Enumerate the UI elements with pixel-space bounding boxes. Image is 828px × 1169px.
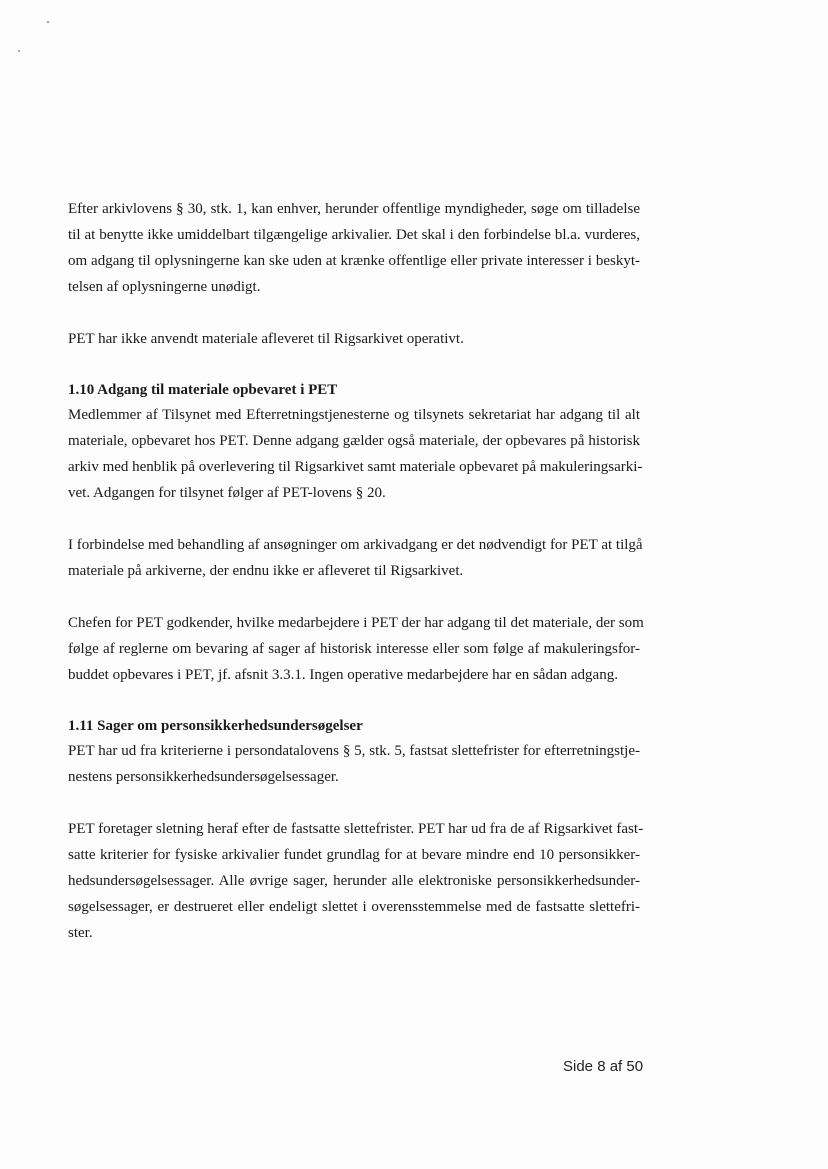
section-heading: 1.10 Adgang til materiale opbevaret i PET [68,382,338,398]
text-line: materiale, opbevaret hos PET. Denne adgang gælder også materiale, der opbevares på historisk [68,433,640,449]
section-heading: 1.11 Sager om personsikkerhedsundersøgelser [68,718,363,734]
text-line: til at benytte ikke umiddelbart tilgængelige arkivalier. Det skal i den forbindelse bl.a. vurderes, [68,227,640,243]
text-line: vet. Adgangen for tilsynet følger af PET-lovens § 20. [68,485,386,501]
scan-speck [18,50,20,52]
scan-speck [47,21,49,23]
text-line: Efter arkivlovens § 30, stk. 1, kan enhver, herunder offentlige myndigheder, søge om tilladelse [68,201,640,217]
document-body [68,196,644,972]
paragraph-chefen [68,610,644,688]
text-line: søgelsessager, er destrueret eller endeligt slettet i overensstemmelse med de fastsatte slettefri- [68,899,640,915]
text-line: hedsundersøgelsessager. Alle øvrige sager, herunder alle elektroniske personsikkerhedsunder- [68,873,640,889]
text-line: PET har ikke anvendt materiale afleveret til Rigsarkivet operativt. [68,331,464,347]
text-line: telsen af oplysningerne unødigt. [68,279,261,295]
text-line: arkiv med henblik på overlevering til Rigsarkivet samt materiale opbevaret på makuleringsarki- [68,459,643,475]
text-line: nestens personsikkerhedsundersøgelsessager. [68,769,339,785]
text-line: PET har ud fra kriterierne i persondatalovens § 5, stk. 5, fastsat slettefrister for efterretningstje- [68,743,640,759]
section-1-11 [68,714,640,790]
text-line: følge af reglerne om bevaring af sager af historisk interesse eller som følge af makuleringsfor- [68,641,640,657]
page-number: Side 8 af 50 [563,1058,644,1075]
paragraph-ansogninger [68,532,643,584]
text-line: materiale på arkiverne, der endnu ikke er afleveret til Rigsarkivet. [68,563,464,579]
text-line: satte kriterier for fysiske arkivalier fundet grundlag for at bevare mindre end 10 personsikker- [68,847,640,863]
text-line: om adgang til oplysningerne kan ske uden at krænke offentlige eller private interesser i beskyt- [68,253,640,269]
paragraph-sletning [68,816,644,946]
section-1-10 [68,378,643,506]
text-line: I forbindelse med behandling af ansøgninger om arkivadgang er det nødvendigt for PET at tilgå [68,537,643,553]
text-line: Medlemmer af Tilsynet med Efterretningstjenesterne og tilsynets sekretariat har adgang til alt [68,407,640,423]
text-line: ster. [68,925,93,941]
text-line: Chefen for PET godkender, hvilke medarbejdere i PET der har adgang til det materiale, der som [68,615,644,631]
text-line: buddet opbevares i PET, jf. afsnit 3.3.1. Ingen operative medarbejdere har en sådan adgang. [68,667,618,683]
paragraph-arkivlov [68,196,640,300]
paragraph-operativt [68,326,640,352]
text-line: PET foretager sletning heraf efter de fastsatte slettefrister. PET har ud fra de af Rigsarkivet fast- [68,821,644,837]
